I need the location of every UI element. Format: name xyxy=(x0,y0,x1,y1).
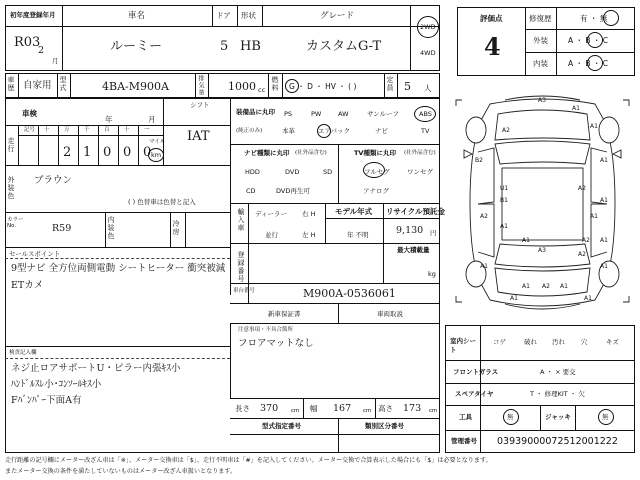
chassis-value: M900A-0536061 xyxy=(303,287,396,300)
seat-item: 穴 xyxy=(581,338,588,346)
height-value: 173 xyxy=(403,403,422,414)
damage-mark: B2 xyxy=(475,157,483,164)
import-dealer: ディーラー xyxy=(255,210,287,218)
mileage-unit-km: km xyxy=(151,151,162,159)
ac-label: 冷房 xyxy=(172,220,180,236)
seat-item: キズ xyxy=(606,338,619,346)
interior-seat-label: 室内シート xyxy=(450,337,476,355)
capacity-value: 5 xyxy=(404,80,411,93)
registration-label: 登録番号 xyxy=(237,251,245,283)
mileage-digit: 0 xyxy=(103,145,112,160)
seat-item: 汚れ xyxy=(552,338,565,346)
grade-value: カスタムG-T xyxy=(306,39,382,54)
car-damage-diagram xyxy=(450,92,635,320)
class-label: 類別区分番号 xyxy=(365,422,404,430)
model-year-label: モデル年式 xyxy=(335,207,373,216)
tools-value: 無 xyxy=(507,413,514,421)
import-label: 輸入車 xyxy=(237,208,245,232)
fuel-label: 燃料 xyxy=(271,76,279,92)
tv-item: フルセグ xyxy=(364,168,390,176)
navi-sub-label: (社外品含む) xyxy=(295,150,327,156)
length-value: 370 xyxy=(260,403,279,414)
shift-label: シフト xyxy=(190,101,210,109)
inspection-label: 車検 xyxy=(22,109,37,118)
exterior-grade-label: 外装 xyxy=(533,36,548,45)
caution-label: 注意事項・不具合箇所 xyxy=(238,327,294,333)
new-warranty-label: 新車保証書 xyxy=(268,310,301,318)
repair-options: 有 ・ 無 xyxy=(580,14,608,23)
inspector-line2: ﾊﾝﾄﾞﾙｽﾚ小･ｺﾝｿｰﾙｷｽ小 xyxy=(11,379,102,390)
damage-mark: B1 xyxy=(500,197,508,204)
manual-label: 車両取説 xyxy=(377,310,403,318)
navi-header: ナビ種類に丸印 xyxy=(244,149,290,157)
inspector-label: 検査記入欄 xyxy=(9,350,37,356)
exterior-grade-options: A ・ B ・ C xyxy=(568,36,609,45)
color-code-value: R59 xyxy=(52,223,72,234)
height-unit: cm xyxy=(429,408,438,414)
tv-sub-label: (社外品含む) xyxy=(404,150,436,156)
car-name-label: 車名 xyxy=(128,11,146,21)
displacement-label: 排気量 xyxy=(197,75,204,96)
equipment-item: ABS xyxy=(419,110,432,118)
displacement-unit: cc xyxy=(258,86,266,94)
tv-header: TV種類に丸印 xyxy=(354,149,396,157)
mileage-header-cell: 百 xyxy=(104,127,110,133)
selling-points-line2: ETカメ xyxy=(11,280,44,291)
inspector-line1: ネジ止ロアサポートU・ピラー内張ｷｽ小 xyxy=(11,363,181,374)
navi-item: DVD再生可 xyxy=(276,187,310,195)
width-label: 幅 xyxy=(310,404,318,413)
model-value: 4BA-M900A xyxy=(102,80,169,93)
jack-value: 無 xyxy=(602,413,609,421)
selling-points-line1: 9型ナビ 全方位両側電動 シートヒーター 衝突被減 xyxy=(11,263,226,274)
equipment-label: 装備品に丸印 xyxy=(236,108,275,116)
damage-mark: A3 xyxy=(538,97,546,104)
model-year-value: 年 不明 xyxy=(347,231,369,239)
front-glass-label: フロントガラス xyxy=(453,368,499,376)
repair-none-circle xyxy=(603,10,619,26)
mileage-header-cell: 一 xyxy=(144,127,150,133)
spare-label: スペアタイヤ xyxy=(455,390,494,398)
mileage-unit-mile: マイル xyxy=(149,139,166,145)
jack-label: ジャッキ xyxy=(545,413,571,421)
capacity-unit: 人 xyxy=(424,84,432,93)
first-reg-label: 初年度登録年月 xyxy=(10,11,56,19)
fuel-options: G ・ D ・ HV ・ ( ) xyxy=(289,82,357,91)
exterior-color-value: ブラウン xyxy=(34,175,73,186)
shape-value: HB xyxy=(240,39,261,54)
damage-mark: A1 xyxy=(500,223,508,230)
selling-points-label: セールスポイント xyxy=(9,250,61,258)
mileage-digit: 1 xyxy=(83,145,92,160)
door-value: 5 xyxy=(220,39,229,54)
abs-circle xyxy=(414,106,436,122)
footer-line2: またメーター交換の条件を満たしていないものはメーター改ざん車扱いとなります。 xyxy=(5,468,237,475)
displacement-value: 1000 xyxy=(228,80,256,93)
mileage-header-cell: 十 xyxy=(44,127,50,133)
inspection-month-unit: 月 xyxy=(148,115,156,124)
fullseg-circle xyxy=(363,162,385,178)
damage-mark: A1 xyxy=(600,263,608,270)
grade-label: グレード xyxy=(320,11,355,21)
damage-mark: A2 xyxy=(578,251,586,258)
navi-item: SD xyxy=(323,168,333,176)
equipment-sub-label: (純正のみ) xyxy=(236,128,263,134)
equipment-item: 本革 xyxy=(282,127,295,135)
tools-label: 工具 xyxy=(459,413,472,421)
score-value: 4 xyxy=(484,32,501,61)
damage-mark: A1 xyxy=(560,283,568,290)
mileage-digit: 2 xyxy=(63,145,72,160)
footer-line1: 走行距離の記号欄にメーター改ざん車は「※」、メーター交換車は「$」、走行不明車は「#」を記入してください。メーター交換で合算表示した場合にも「$」は必要となります。 xyxy=(5,457,492,464)
equipment-item: TV xyxy=(421,127,430,135)
seat-item: 破れ xyxy=(524,338,537,346)
capacity-label: 定員 xyxy=(386,76,394,92)
damage-mark: A3 xyxy=(538,247,546,254)
category-label: 車歴 xyxy=(7,76,15,92)
damage-mark: A2 xyxy=(582,237,590,244)
mileage-header-cell: 記号 xyxy=(24,127,36,133)
management-label: 管理番号 xyxy=(451,437,477,445)
damage-mark: A1 xyxy=(522,237,530,244)
door-label: ドア xyxy=(216,11,231,20)
import-right: 右 H xyxy=(302,210,316,218)
mileage-header-cell: 万 xyxy=(64,127,70,133)
chassis-label: 車台番号 xyxy=(233,288,256,294)
management-value: 03939000072512001222 xyxy=(497,436,618,447)
car-name-value: ルーミー xyxy=(110,39,163,54)
navi-item: CD xyxy=(246,187,256,195)
tv-item: アナログ xyxy=(363,187,389,195)
inspector-line3: Fﾊﾞﾝﾊﾟｰ下面A有 xyxy=(11,395,82,406)
damage-mark: A1 xyxy=(522,283,530,290)
damage-mark: A2 xyxy=(502,127,510,134)
drive-2wd: 2WD xyxy=(420,23,436,31)
width-value: 167 xyxy=(333,403,352,414)
exterior-b-circle xyxy=(587,32,603,48)
damage-mark: A1 xyxy=(510,295,518,302)
category-value: 自家用 xyxy=(23,80,52,91)
tv-item: ワンセグ xyxy=(407,168,433,176)
navi-item: HDD xyxy=(245,168,260,176)
shape-label: 形状 xyxy=(241,11,256,20)
damage-mark: A1 xyxy=(572,105,580,112)
first-reg-year: R03 xyxy=(14,35,41,50)
front-glass-value: A ・ × 要交 xyxy=(540,368,576,376)
damage-mark: A1 xyxy=(600,197,608,204)
length-unit: cm xyxy=(291,408,300,414)
airbag-circle xyxy=(317,124,331,138)
mileage-digit: 0 xyxy=(143,145,152,160)
max-load-unit: kg xyxy=(428,270,436,278)
type-label: 型式指定番号 xyxy=(262,422,301,430)
width-unit: cm xyxy=(363,408,372,414)
recycle-value: 9,130 xyxy=(396,225,424,236)
damage-mark: A2 xyxy=(480,213,488,220)
damage-mark: A1 xyxy=(480,263,488,270)
mileage-header-cell: 千 xyxy=(84,127,90,133)
damage-mark: A1 xyxy=(600,237,608,244)
equipment-item: AW xyxy=(338,110,349,118)
score-label: 評価点 xyxy=(480,14,503,23)
damage-mark: A1 xyxy=(600,157,608,164)
import-parallel: 並行 xyxy=(265,231,278,239)
equipment-item: PW xyxy=(311,110,322,118)
equipment-item: ナビ xyxy=(375,127,388,135)
exterior-color-note: ( ) 色替車は色替と記入 xyxy=(128,198,196,206)
exterior-label: 外装色 xyxy=(7,176,15,200)
first-reg-month: 2 xyxy=(38,45,45,56)
equipment-item: サンルーフ xyxy=(367,110,399,118)
recycle-label: リサイクル預託金 xyxy=(386,207,445,216)
repair-label: 修復歴 xyxy=(529,14,552,23)
shift-value: IAT xyxy=(187,129,210,144)
interior-b-circle xyxy=(587,55,603,71)
month-unit: 月 xyxy=(52,57,59,65)
interior-grade-label: 内装 xyxy=(533,59,548,68)
damage-mark: A2 xyxy=(578,185,586,192)
mileage-label: 走行 xyxy=(7,137,15,153)
length-label: 長さ xyxy=(235,404,250,413)
import-left: 左 H xyxy=(302,231,316,239)
damage-mark: A1 xyxy=(590,123,598,130)
damage-mark: U1 xyxy=(500,185,509,192)
navi-item: DVD xyxy=(285,168,300,176)
damage-mark: A1 xyxy=(590,213,598,220)
mileage-header-cell: 十 xyxy=(124,127,130,133)
drive-4wd: 4WD xyxy=(420,49,436,57)
interior-grade-options: A ・ B ・ C xyxy=(568,59,609,68)
equipment-item: エアバック xyxy=(318,127,350,135)
height-label: 高さ xyxy=(378,404,393,413)
spare-value: T ・ 修理KIT ・ 欠 xyxy=(530,390,585,398)
interior-color-label: 内装色 xyxy=(107,216,115,240)
max-load-label: 最大積載量 xyxy=(397,246,430,254)
damage-mark: A1 xyxy=(584,295,592,302)
equipment-item: PS xyxy=(284,110,293,118)
caution-value: フロアマットなし xyxy=(238,338,314,349)
inspection-year-unit: 年 xyxy=(105,115,113,124)
damage-mark: A2 xyxy=(542,283,550,290)
model-label: 型式 xyxy=(59,76,67,92)
recycle-unit: 円 xyxy=(430,229,437,237)
mileage-digit: 0 xyxy=(123,145,132,160)
seat-item: コゲ xyxy=(493,338,506,346)
color-code-label: カラーNo. xyxy=(7,217,24,229)
